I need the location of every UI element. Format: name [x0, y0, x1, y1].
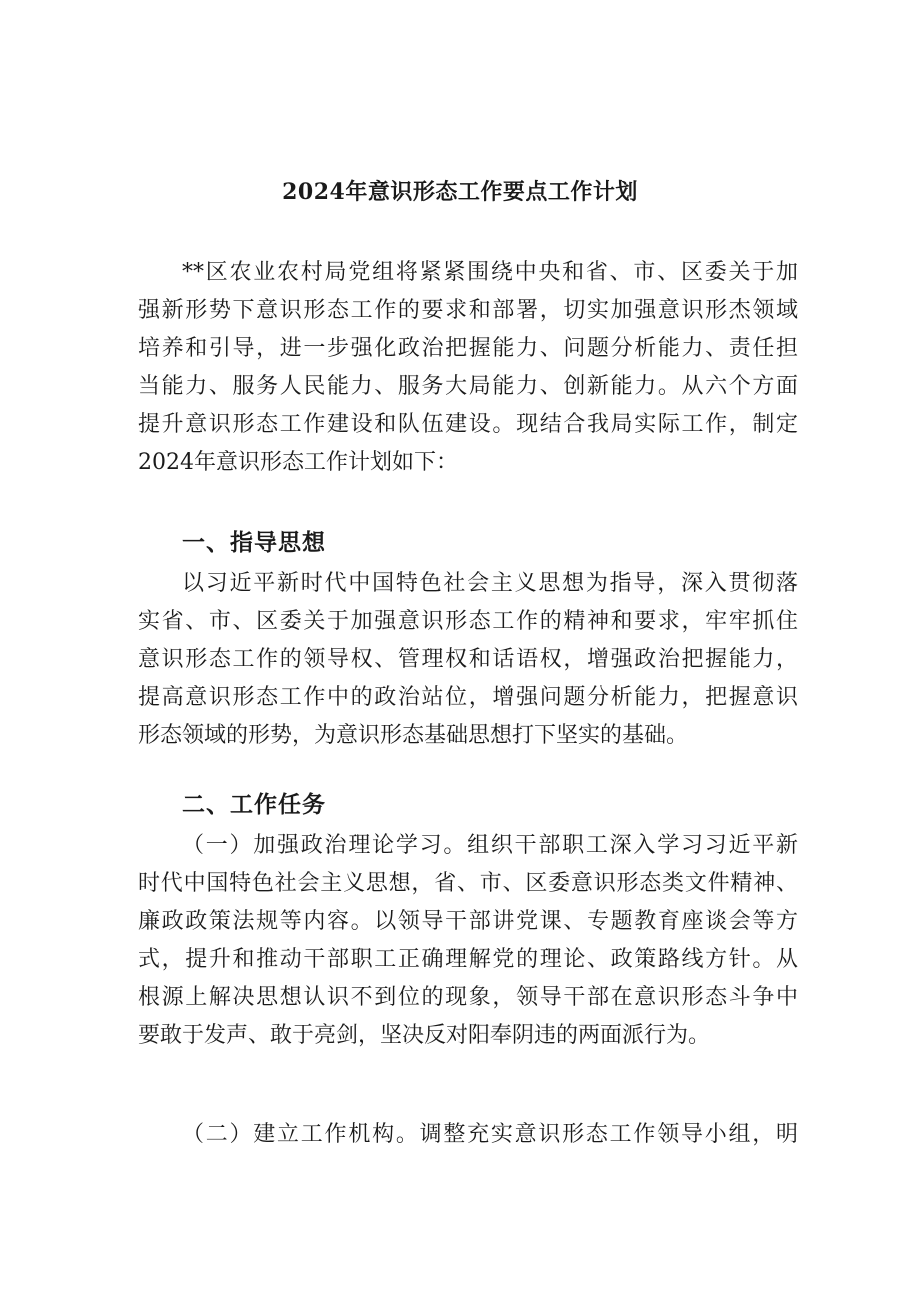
paragraph-line: 廉政政策法规等内容。以领导干部讲党课、专题教育座谈会等方: [138, 909, 798, 934]
paragraph-line: 时代中国特色社会主义思想，省、市、区委意识形态类文件精神、: [138, 871, 798, 896]
intro-line: 强新形势下意识形态工作的要求和部署，切实加强意识形杰领域: [138, 298, 798, 323]
paragraph-line: 要敢于发声、敢于亮剑，坚决反对阳奉阴违的两面派行为。: [138, 1023, 711, 1048]
paragraph-line: 式，提升和推动干部职工正确理解党的理论、政策路线方针。从: [138, 947, 798, 972]
intro-line: 培养和引导，进一步强化政治把握能力、问题分析能力、责任担: [138, 336, 798, 361]
paragraph-line: 提高意识形态工作中的政治站位，增强问题分析能力，把握意识: [138, 685, 798, 710]
document-title: 2024年意识形态工作要点工作计划: [282, 179, 638, 205]
intro-line: 提升意识形态工作建设和队伍建设。现结合我局实际工作，制定: [138, 412, 798, 437]
intro-line: **区农业农村局党组将紧紧围绕中央和省、市、区委关于加: [182, 260, 798, 285]
paragraph-line: 以习近平新时代中国特色社会主义思想为指导，深入贯彻落: [182, 571, 798, 596]
paragraph-line: （一）加强政治理论学习。组织干部职工深入学习习近平新: [182, 833, 798, 858]
section-heading: 二、工作任务: [182, 792, 326, 818]
paragraph-line: 根源上解决思想认识不到位的现象，领导干部在意识形态斗争中: [138, 985, 798, 1010]
intro-line: 当能力、服务人民能力、服务大局能力、创新能力。从六个方面: [138, 374, 798, 399]
paragraph-line: 形态领域的形势，为意识形态基础思想打下坚实的基础。: [138, 723, 689, 748]
paragraph-line: 实省、市、区委关于加强意识形态工作的精神和要求，牢牢抓住: [138, 609, 798, 634]
intro-line: 2024年意识形态工作计划如下：: [138, 450, 458, 475]
paragraph-line: 意识形态工作的领导权、管理权和话语权，增强政治把握能力，: [138, 647, 798, 672]
section-heading: 一、指导思想: [182, 530, 326, 556]
paragraph-line: （二）建立工作机构。调整充实意识形态工作领导小组，明: [182, 1122, 798, 1147]
